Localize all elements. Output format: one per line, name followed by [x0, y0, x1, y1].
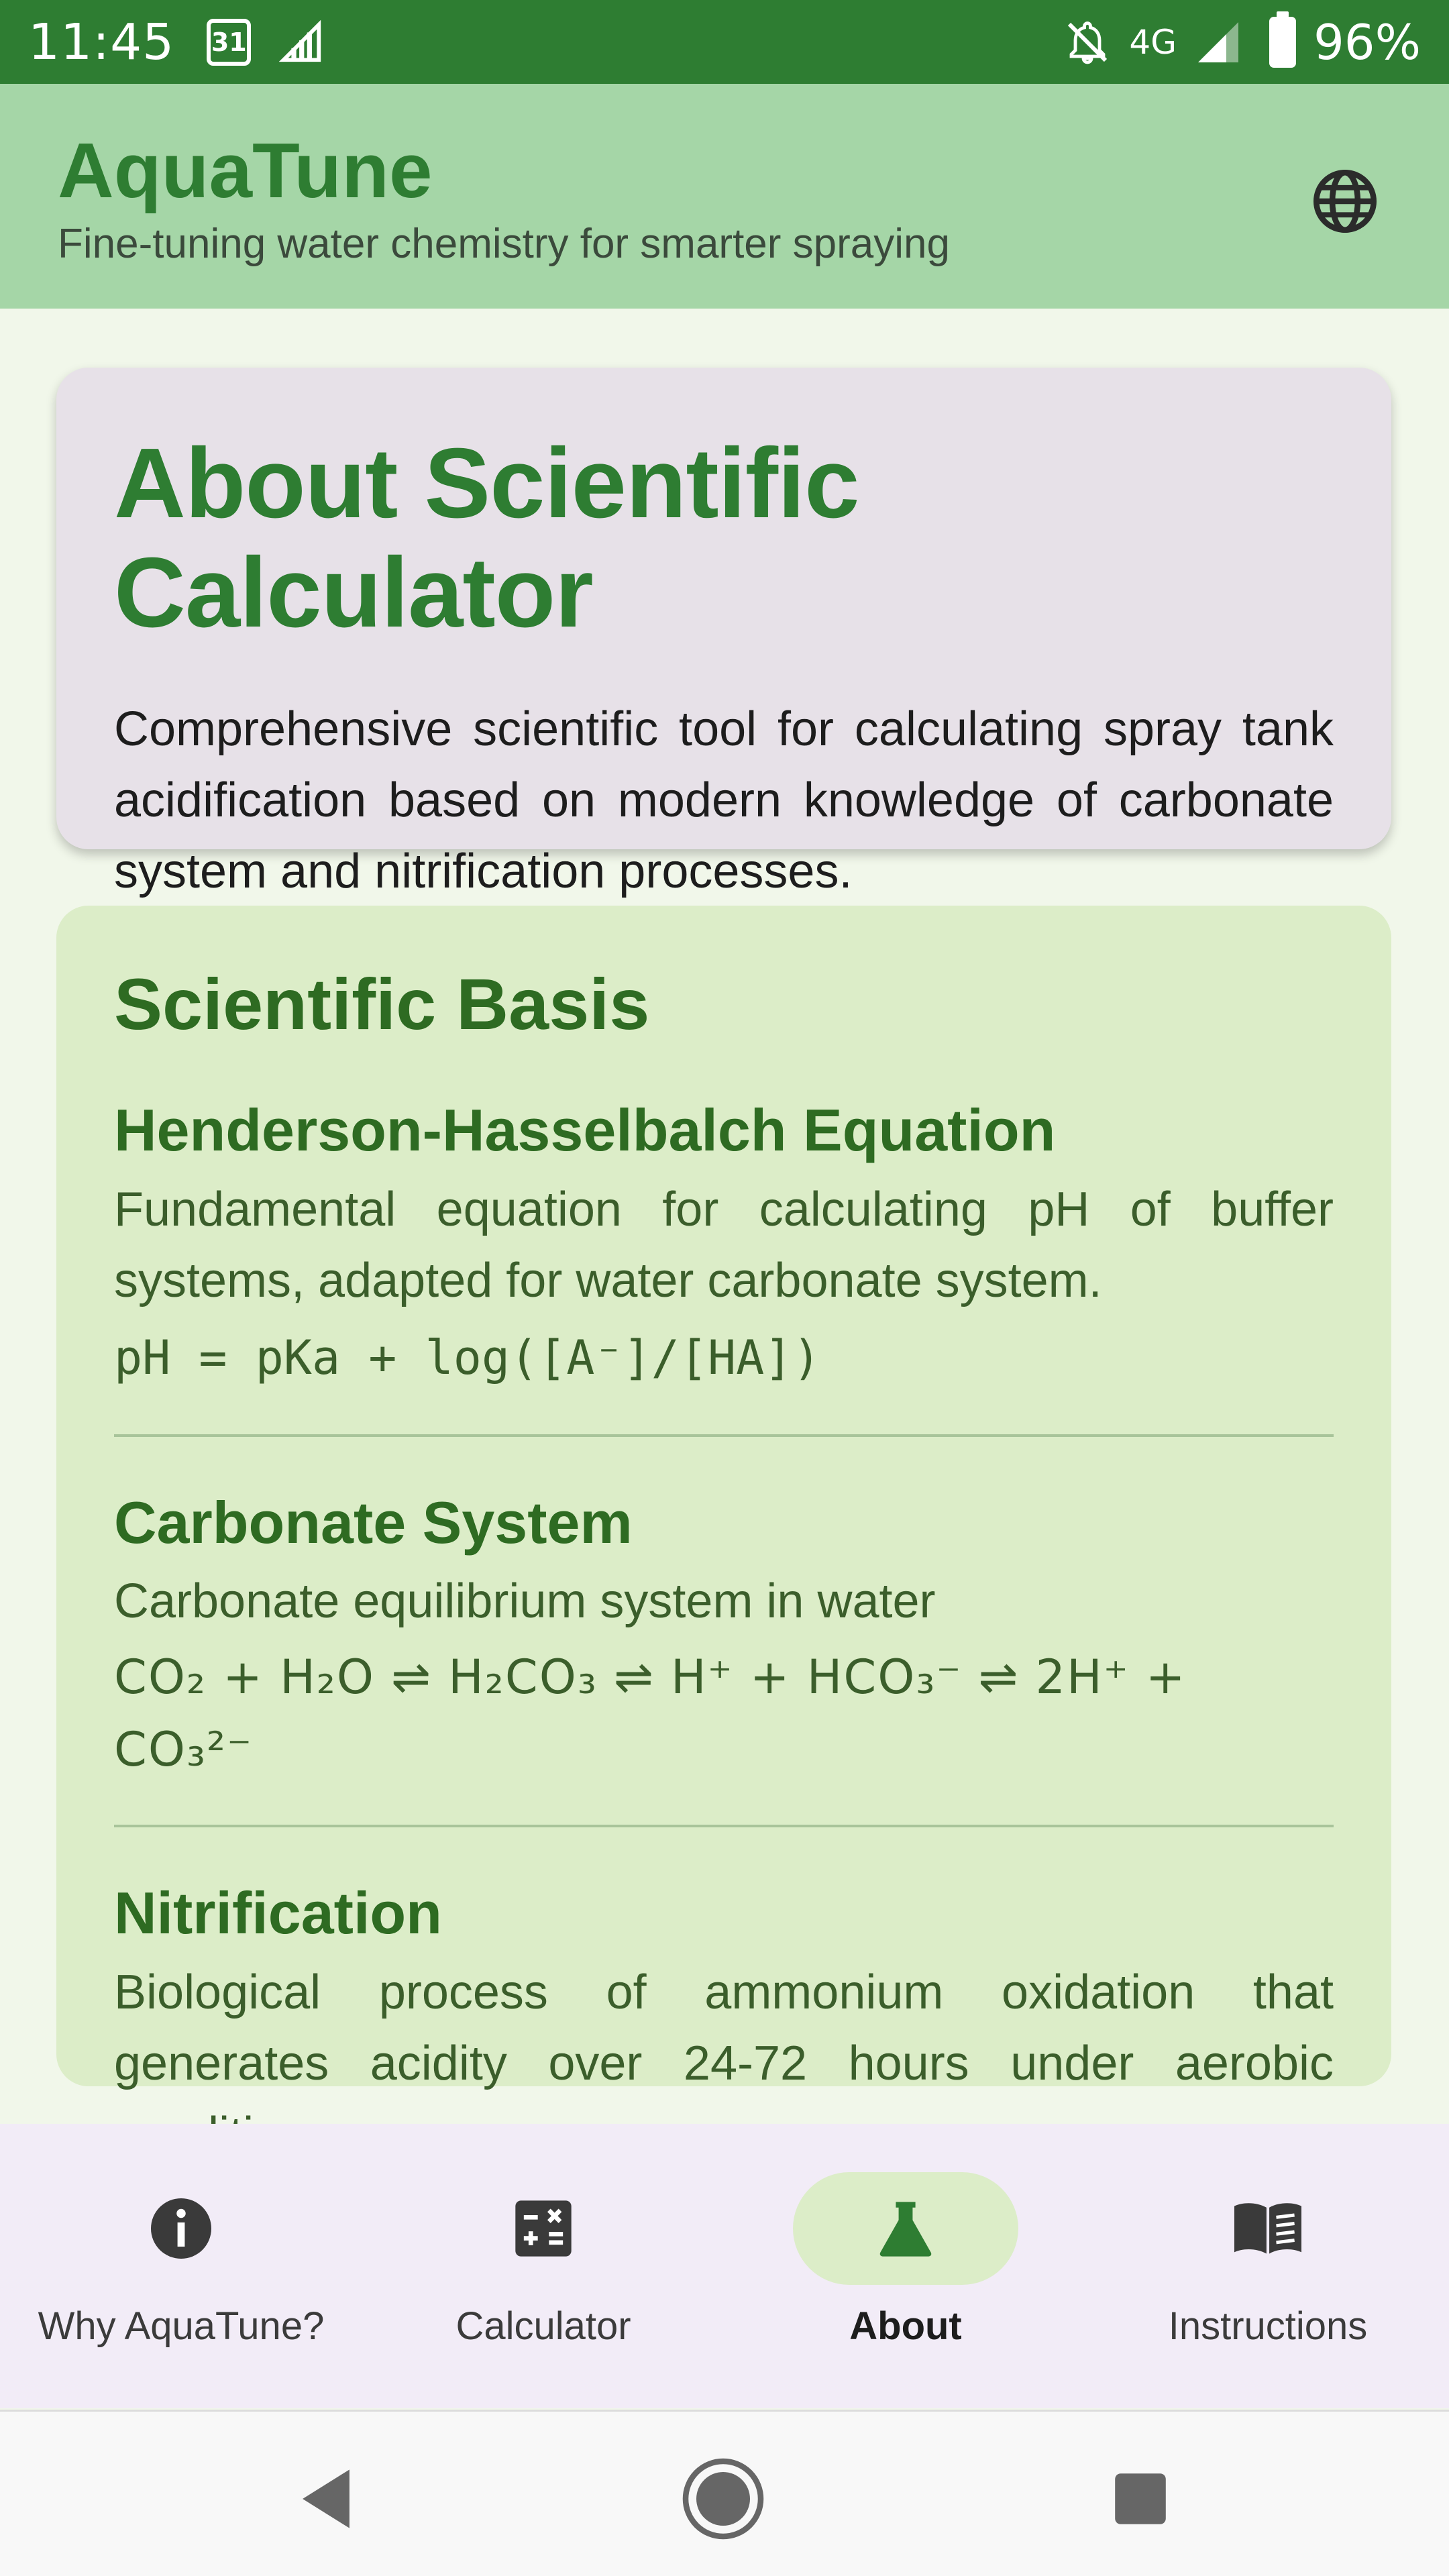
- system-navigation-bar: [0, 2410, 1449, 2576]
- back-button[interactable]: [279, 2452, 373, 2546]
- about-card: [56, 368, 1391, 898]
- home-button[interactable]: [676, 2452, 770, 2546]
- status-time: 11:45: [28, 13, 175, 71]
- nav-icon-container: [1155, 2172, 1381, 2285]
- language-button[interactable]: [1301, 158, 1389, 245]
- nav-icon-container: [68, 2172, 294, 2285]
- about-description: Comprehensive scientific tool for calculating spray tank acidification based on modern knowledge of carbonate system and nitrification processes.: [114, 702, 1334, 898]
- section-description: Biological process of ammonium oxidation that generates acidity over 24-72 hours under aerobic: [114, 1966, 1334, 2091]
- status-right-group: [1063, 14, 1421, 70]
- nav-item-about[interactable]: [724, 2124, 1087, 2408]
- calendar-icon: 31: [207, 19, 251, 66]
- nav-item-calculator[interactable]: [362, 2124, 724, 2408]
- section-title: Henderson-Hasselbalch Equation: [114, 1096, 1056, 1163]
- nav-icon-container: [793, 2172, 1018, 2285]
- main-content[interactable]: [0, 309, 1449, 2091]
- book-icon: [1228, 2195, 1308, 2262]
- section-formula: pH = pKa + log([A⁻]/[HA]): [114, 1330, 821, 1385]
- home-circle-icon: [680, 2456, 766, 2542]
- info-icon: [145, 2192, 217, 2265]
- flask-icon: [872, 2195, 939, 2262]
- recents-square-icon: [1112, 2471, 1169, 2527]
- network-type: 4G: [1129, 22, 1177, 62]
- app-subtitle: Fine-tuning water chemistry for smarter spraying: [58, 221, 951, 267]
- calculator-icon: [510, 2195, 577, 2262]
- section-formula: CO₂ + H₂O ⇌ H₂CO₃ ⇌ H⁺ + HCO₃⁻ ⇌ 2H⁺ + CO₃²⁻: [114, 1650, 1187, 1778]
- divider: [114, 1434, 1334, 1437]
- section-carbonate-system: [114, 1491, 1334, 1786]
- recents-button[interactable]: [1093, 2452, 1187, 2546]
- app-title: AquaTune: [58, 127, 433, 214]
- section-henderson-hasselbalch: [114, 1098, 1334, 1395]
- globe-icon: [1309, 165, 1381, 237]
- back-triangle-icon: [296, 2467, 356, 2531]
- scientific-basis-card: [56, 906, 1391, 2091]
- bell-off-icon: [1063, 18, 1112, 66]
- nav-label: About: [849, 2304, 962, 2348]
- nav-item-why-aquatune[interactable]: [0, 2124, 362, 2408]
- nav-label: Instructions: [1168, 2304, 1368, 2348]
- bottom-navigation: [0, 2124, 1449, 2408]
- cell-signal-icon: [1194, 18, 1242, 66]
- divider: [114, 1825, 1334, 1827]
- battery-percent: 96%: [1313, 13, 1421, 70]
- about-title: About Scientific Calculator: [114, 428, 859, 648]
- section-title: Carbonate System: [114, 1489, 633, 1556]
- signal-small-icon: [278, 19, 325, 66]
- nav-label: Calculator: [455, 2304, 631, 2348]
- nav-label: Why AquaTune?: [38, 2304, 325, 2348]
- app-bar: [0, 84, 1449, 309]
- battery-icon: [1269, 17, 1296, 68]
- section-description: Fundamental equation for calculating pH of buffer systems, adapted for water carbonate system.: [114, 1182, 1334, 1307]
- scientific-basis-title: Scientific Basis: [114, 963, 650, 1044]
- nav-item-instructions[interactable]: [1087, 2124, 1449, 2408]
- section-title: Nitrification: [114, 1880, 442, 1947]
- status-bar: [0, 0, 1449, 84]
- section-description: Carbonate equilibrium system in water: [114, 1574, 936, 1629]
- nav-icon-container: [431, 2172, 656, 2285]
